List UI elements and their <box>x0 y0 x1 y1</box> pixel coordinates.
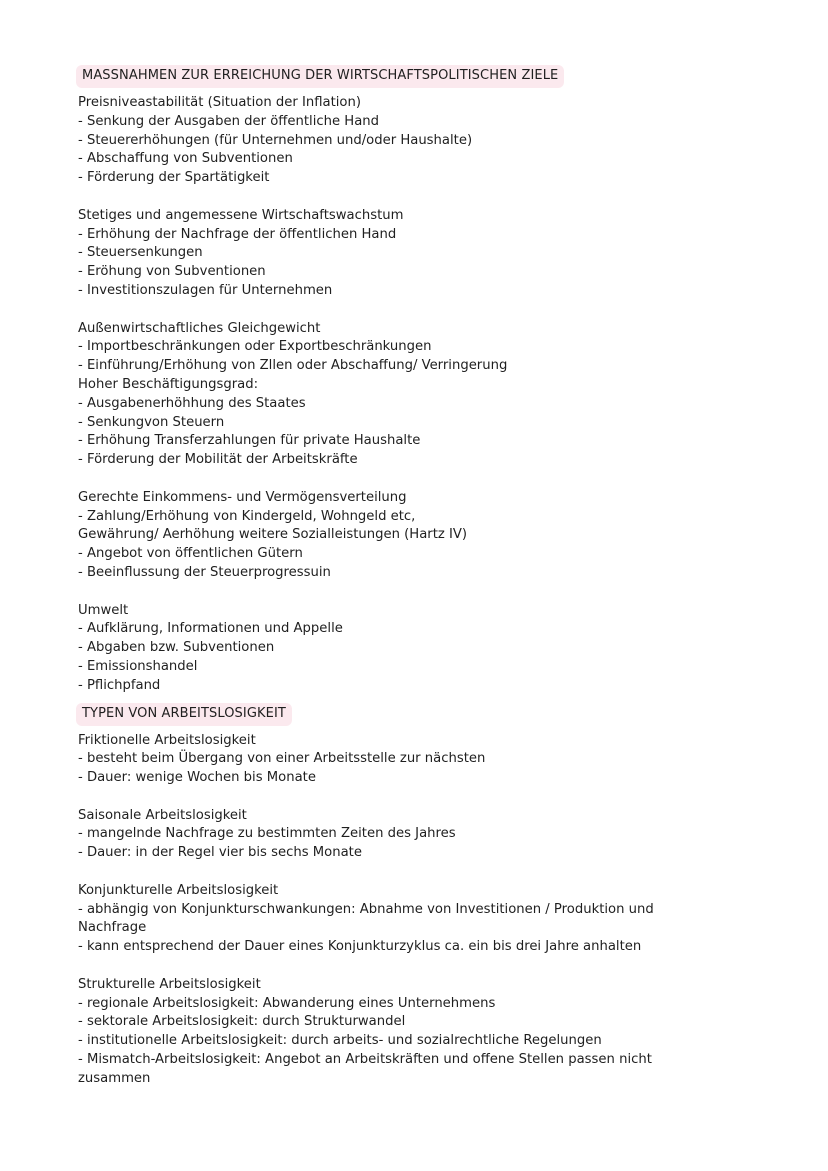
list-item: - Steuererhöhungen (für Unternehmen und/oder Haushalte) <box>78 132 473 148</box>
list-item: - Erhöhung der Nachfrage der öffentlichen Hand <box>78 226 397 242</box>
section-heading-unemployment: TYPEN VON ARBEITSLOSIGKEIT <box>76 703 292 726</box>
block-employment <box>78 376 718 470</box>
block-title: Umwelt <box>78 602 129 618</box>
block-structural <box>78 976 718 1089</box>
list-item: - Zahlung/Erhöhung von Kindergeld, Wohngeld etc, <box>78 508 416 524</box>
list-item: - Förderung der Spartätigkeit <box>78 170 270 186</box>
block-economic-growth <box>78 207 718 301</box>
list-item: - Senkung der Ausgaben der öffentliche Hand <box>78 113 380 129</box>
list-item: - Abschaffung von Subventionen <box>78 151 293 167</box>
list-item: - Mismatch-Arbeitslosigkeit: Angebot an Arbeitskräften und offene Stellen passen nicht zusammen <box>78 1052 652 1086</box>
list-item: - regionale Arbeitslosigkeit: Abwanderung eines Unternehmens <box>78 995 496 1011</box>
list-item: - Importbeschränkungen oder Exportbeschränkungen <box>78 339 432 355</box>
block-title: Strukturelle Arbeitslosigkeit <box>78 976 261 992</box>
list-item: - Dauer: in der Regel vier bis sechs Monate <box>78 845 362 861</box>
block-frictional <box>78 732 718 788</box>
list-item: - Senkungvon Steuern <box>78 414 225 430</box>
block-title: Hoher Beschäftigungsgrad: <box>78 376 259 392</box>
block-cyclical <box>78 882 718 957</box>
list-item: - Beeinflussung der Steuerprogressuin <box>78 564 331 580</box>
list-item: Gewährung/ Aerhöhung weitere Sozialleistungen (Hartz IV) <box>78 527 468 543</box>
list-item: - Investitionszulagen für Unternehmen <box>78 282 333 298</box>
block-income-distribution <box>78 489 718 583</box>
list-item: - sektorale Arbeitslosigkeit: durch Strukturwandel <box>78 1014 406 1030</box>
list-item: - Eröhung von Subventionen <box>78 264 266 280</box>
block-environment <box>78 602 718 696</box>
section-heading-measures: MASSNAHMEN ZUR ERREICHUNG DER WIRTSCHAFTSPOLITISCHEN ZIELE <box>76 65 564 88</box>
block-title: Saisonale Arbeitslosigkeit <box>78 807 247 823</box>
block-seasonal <box>78 807 718 863</box>
list-item: - abhängig von Konjunkturschwankungen: Abnahme von Investitionen / Produktion und Nachfrage <box>78 901 654 936</box>
block-title: Konjunkturelle Arbeitslosigkeit <box>78 882 279 898</box>
block-price-stability <box>78 94 718 188</box>
block-title: Friktionelle Arbeitslosigkeit <box>78 732 256 748</box>
block-external-balance <box>78 320 718 376</box>
block-title: Gerechte Einkommens- und Vermögensverteilung <box>78 489 407 505</box>
list-item: - Dauer: wenige Wochen bis Monate <box>78 770 316 786</box>
list-item: - Einführung/Erhöhung von Zllen oder Abschaffung/ Verringerung <box>78 358 508 374</box>
block-title: Stetiges und angemessene Wirtschaftswachstum <box>78 207 404 223</box>
list-item: - institutionelle Arbeitslosigkeit: durch arbeits- und sozialrechtliche Regelungen <box>78 1033 602 1049</box>
list-item: - mangelnde Nachfrage zu bestimmten Zeiten des Jahres <box>78 826 456 842</box>
list-item: - Erhöhung Transferzahlungen für private Haushalte <box>78 433 421 449</box>
document-page <box>78 64 718 1089</box>
list-item: - Ausgabenerhöhhung des Staates <box>78 395 306 411</box>
block-title: Außenwirtschaftliches Gleichgewicht <box>78 320 321 336</box>
list-item: - Angebot von öffentlichen Gütern <box>78 546 303 562</box>
list-item: - Aufklärung, Informationen und Appelle <box>78 621 343 637</box>
list-item: - besteht beim Übergang von einer Arbeitsstelle zur nächsten <box>78 751 486 767</box>
list-item: - Förderung der Mobilität der Arbeitskräfte <box>78 452 358 468</box>
list-item: - kann entsprechend der Dauer eines Konjunkturzyklus ca. ein bis drei Jahre anhalten <box>78 939 642 955</box>
list-item: - Emissionshandel <box>78 658 198 674</box>
list-item: - Abgaben bzw. Subventionen <box>78 640 275 656</box>
block-title: Preisniveastabilität (Situation der Inflation) <box>78 95 362 110</box>
list-item: - Pflichpfand <box>78 677 161 693</box>
list-item: - Steuersenkungen <box>78 245 203 261</box>
